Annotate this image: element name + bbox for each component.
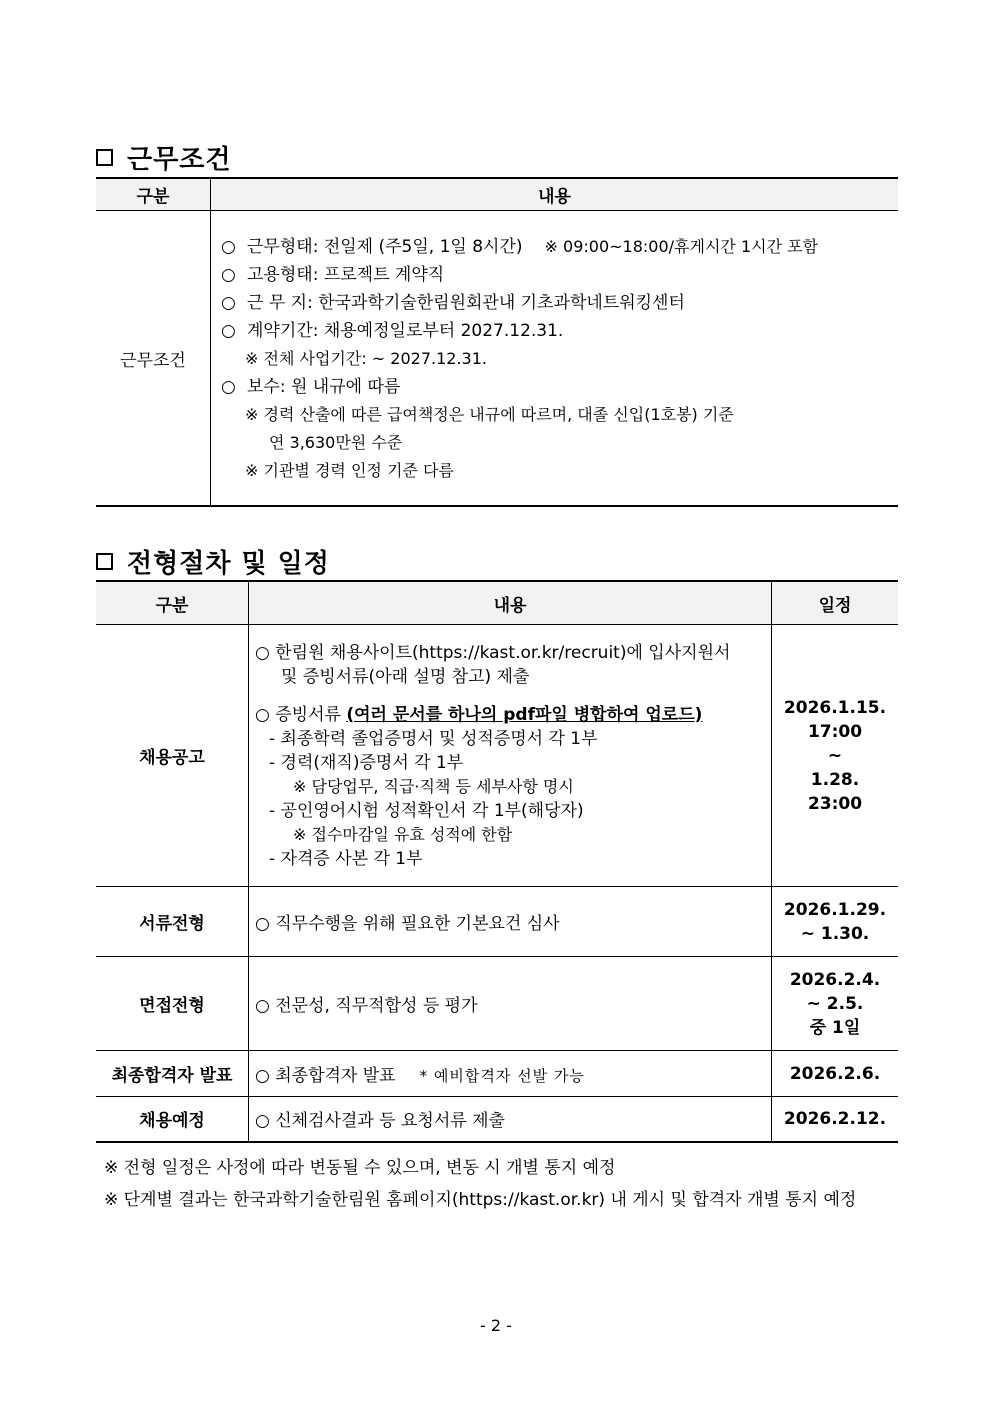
content-line-text: ○ 최종합격자 발표 — [255, 1066, 396, 1086]
column-header: 내용 — [249, 581, 772, 625]
table-row — [96, 887, 898, 957]
row-content — [211, 211, 899, 507]
list-item — [221, 317, 898, 345]
section-title-selection-process — [96, 543, 330, 580]
section-title-text: 전형절차 및 일정 — [127, 549, 330, 579]
section-title-text: 근무조건 — [127, 145, 232, 175]
schedule-text: 중 1일 — [809, 1017, 861, 1038]
list-item-text: 근무형태: 전일제 (주5일, 1일 8시간) — [247, 237, 523, 257]
schedule-text: ~ 1.30. — [800, 923, 870, 944]
schedule-cell — [772, 1097, 899, 1142]
table-row — [96, 957, 898, 1051]
emphasis-text: (여러 문서를 하나의 pdf파일 병합하여 업로드) — [346, 704, 703, 725]
list-note: ※ 전체 사업기간: ~ 2027.12.31. — [245, 349, 487, 368]
list-item-text: 근 무 지: 한국과학기술한림원회관내 기초과학네트워킹센터 — [247, 293, 685, 313]
column-header: 구분 — [96, 178, 211, 211]
list-item — [221, 289, 898, 317]
content-line: ○ 한림원 채용사이트(https://kast.or.kr/recruit)에 입사지원서 — [255, 642, 731, 663]
list-item — [221, 373, 898, 401]
content-line: - 경력(재직)증명서 각 1부 — [269, 752, 464, 773]
schedule-text: ~ — [827, 745, 843, 766]
bullet-icon: ○ — [221, 377, 236, 397]
inline-note: ※ 09:00~18:00/휴게시간 1시간 포함 — [544, 237, 819, 256]
bullet-icon: ○ — [221, 321, 236, 341]
row-content: ○ 전문성, 직무적합성 등 평가 — [249, 957, 772, 1051]
selection-schedule-table — [96, 580, 898, 1143]
row-label: 최종합격자 발표 — [96, 1051, 249, 1097]
content-line: - 공인영어시험 성적확인서 각 1부(해당자) — [269, 800, 584, 821]
table-row — [96, 211, 898, 507]
schedule-text: 23:00 — [807, 793, 863, 814]
work-conditions-table — [96, 177, 898, 507]
row-content — [249, 625, 772, 887]
table-row — [96, 1051, 898, 1097]
footnote: ※ 단계별 결과는 한국과학기술한림원 홈페이지(https://kast.or.kr) 내 게시 및 합격자 개별 통지 예정 — [104, 1190, 857, 1210]
schedule-text: ~ 2.5. — [806, 993, 864, 1014]
schedule-text: 2026.1.15. — [783, 697, 887, 718]
schedule-text: 17:00 — [807, 721, 863, 742]
content-line-text: ○ 증빙서류 — [255, 704, 341, 725]
footnote: ※ 전형 일정은 사정에 따라 변동될 수 있으며, 변동 시 개별 통지 예정 — [104, 1158, 616, 1178]
page-number: - 2 - — [480, 1316, 512, 1335]
schedule-cell — [772, 957, 899, 1051]
content-line: - 최종학력 졸업증명서 및 성적증명서 각 1부 — [269, 728, 598, 749]
bullet-icon: ○ — [221, 265, 236, 285]
schedule-text: 2026.2.12. — [783, 1108, 887, 1129]
row-label: 근무조건 — [96, 211, 211, 507]
row-content: ○ 신체검사결과 등 요청서류 제출 — [249, 1097, 772, 1142]
schedule-text: 2026.2.6. — [789, 1063, 881, 1084]
list-item-text: 보수: 원 내규에 따름 — [247, 377, 401, 397]
schedule-cell — [772, 887, 899, 957]
row-label: 채용공고 — [96, 625, 249, 887]
section-title-work-conditions — [96, 139, 231, 176]
bullet-icon: ○ — [221, 237, 236, 257]
row-label: 면접전형 — [96, 957, 249, 1051]
column-header: 구분 — [96, 581, 249, 625]
content-line: - 자격증 사본 각 1부 — [269, 848, 423, 869]
schedule-cell — [772, 1051, 899, 1097]
row-label: 서류전형 — [96, 887, 249, 957]
content-line: 및 증빙서류(아래 설명 참고) 제출 — [281, 666, 530, 687]
table-header-row — [96, 178, 898, 211]
table-header-row — [96, 581, 898, 625]
row-content: ○ 직무수행을 위해 필요한 기본요건 심사 — [249, 887, 772, 957]
content-line: ※ 담당업무, 직급·직책 등 세부사항 명시 — [293, 776, 574, 796]
checkbox-icon — [96, 149, 113, 166]
row-content — [249, 1051, 772, 1097]
schedule-text: 2026.2.4. — [789, 969, 881, 990]
list-item-text: 고용형태: 프로젝트 계약직 — [247, 265, 445, 285]
table-row — [96, 625, 898, 887]
list-item-text: 계약기간: 채용예정일로부터 2027.12.31. — [247, 321, 564, 341]
column-header: 내용 — [211, 178, 899, 211]
inline-note: * 예비합격자 선발 가능 — [419, 1067, 585, 1085]
table-row — [96, 1097, 898, 1142]
list-note: ※ 기관별 경력 인정 기준 다름 — [245, 461, 454, 480]
row-label: 채용예정 — [96, 1097, 249, 1142]
list-item — [221, 233, 898, 261]
list-item — [221, 261, 898, 289]
content-line: ※ 접수마감일 유효 성적에 한함 — [293, 824, 513, 844]
schedule-text: 2026.1.29. — [783, 899, 887, 920]
column-header: 일정 — [772, 581, 899, 625]
checkbox-icon — [96, 553, 113, 570]
list-note: ※ 경력 산출에 따른 급여책정은 내규에 따르며, 대졸 신입(1호봉) 기준 — [245, 405, 734, 424]
list-note: 연 3,630만원 수준 — [269, 433, 403, 452]
schedule-text: 1.28. — [810, 769, 860, 790]
content-line — [255, 703, 771, 727]
bullet-icon: ○ — [221, 293, 236, 313]
schedule-cell — [772, 625, 899, 887]
